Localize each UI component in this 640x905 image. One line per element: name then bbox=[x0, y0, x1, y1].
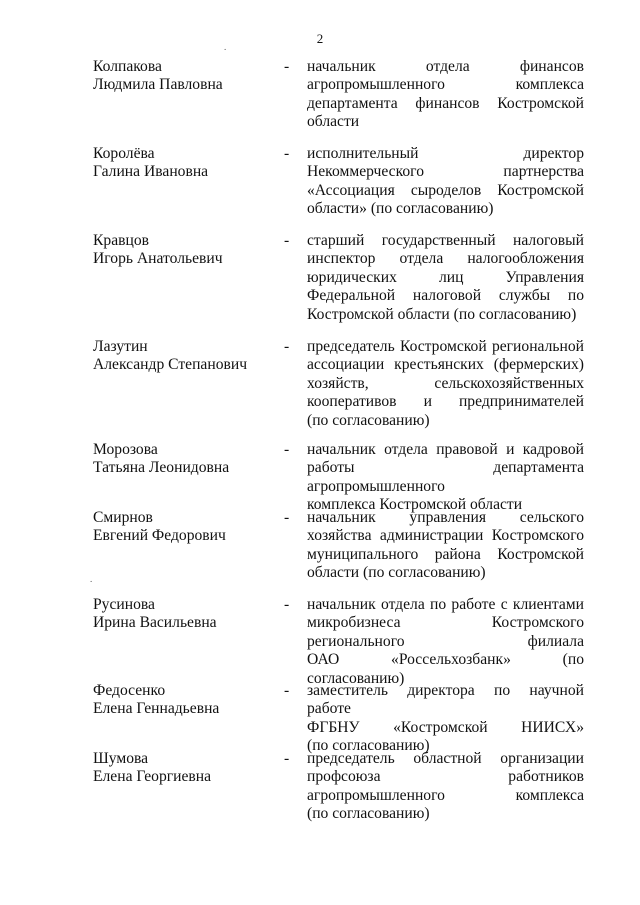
position-line: агропромышленного комплекса bbox=[307, 786, 584, 804]
member-position bbox=[307, 596, 584, 688]
scan-speck: . bbox=[224, 42, 227, 52]
member-position bbox=[307, 682, 584, 756]
separator-dash: - bbox=[284, 232, 290, 249]
position-line: председатель Костромской региональной bbox=[307, 338, 584, 355]
member-given-names: Евгений Федорович bbox=[93, 527, 226, 545]
member-surname: Колпакова bbox=[93, 58, 162, 75]
member-given-names: Людмила Павловна bbox=[93, 76, 223, 94]
member-surname: Шумова bbox=[93, 750, 149, 767]
position-line: области bbox=[307, 113, 360, 131]
separator-dash: - bbox=[284, 509, 290, 526]
member-surname: Русинова bbox=[93, 596, 155, 613]
position-line: области (по согласованию) bbox=[307, 564, 486, 582]
position-line: начальник отдела правовой и кадровой bbox=[307, 441, 584, 458]
member-surname: Королёва bbox=[93, 145, 155, 162]
separator-dash: - bbox=[284, 596, 290, 613]
separator-dash: - bbox=[284, 441, 290, 458]
position-line: профсоюза работников bbox=[307, 768, 584, 786]
member-given-names: Игорь Анатольевич bbox=[93, 250, 223, 268]
member-position bbox=[307, 750, 584, 824]
member-surname: Кравцов bbox=[93, 232, 149, 249]
position-line: юридических лиц Управления bbox=[307, 268, 584, 286]
member-name bbox=[93, 338, 278, 375]
separator-dash: - bbox=[284, 682, 290, 699]
member-surname: Смирнов bbox=[93, 509, 153, 526]
position-line: области» (по согласованию) bbox=[307, 200, 494, 218]
member-given-names: Галина Ивановна bbox=[93, 163, 209, 181]
position-line: (по согласованию) bbox=[307, 737, 430, 755]
separator-dash: - bbox=[284, 338, 290, 355]
position-line: хозяйств, сельскохозяйственных bbox=[307, 374, 584, 392]
page-number: 2 bbox=[316, 31, 324, 46]
position-line: кооперативов и предпринимателей bbox=[307, 393, 584, 411]
position-line: ассоциации крестьянских (фермерских) bbox=[307, 356, 584, 374]
position-line: заместитель директора по научной работе bbox=[307, 682, 584, 718]
position-line: (по согласованию) bbox=[307, 411, 430, 429]
separator-dash: - bbox=[284, 58, 290, 75]
member-surname: Морозова bbox=[93, 441, 158, 458]
position-line: ФГБНУ «Костромской НИИСХ» bbox=[307, 718, 584, 736]
member-name bbox=[93, 441, 278, 478]
member-name bbox=[93, 232, 278, 269]
position-line: Некоммерческого партнерства bbox=[307, 163, 584, 181]
member-name bbox=[93, 145, 278, 182]
member-position bbox=[307, 509, 584, 583]
member-given-names: Татьяна Леонидовна bbox=[93, 459, 230, 477]
member-surname: Федосенко bbox=[93, 682, 166, 699]
member-position bbox=[307, 145, 584, 219]
member-given-names: Елена Геннадьевна bbox=[93, 700, 220, 718]
member-given-names: Ирина Васильевна bbox=[93, 614, 217, 632]
position-line: муниципального района Костромской bbox=[307, 545, 584, 563]
position-line: (по согласованию) bbox=[307, 805, 430, 823]
position-line: ОАО «Россельхозбанк» (по согласованию) bbox=[307, 651, 584, 687]
member-position bbox=[307, 338, 584, 430]
member-name bbox=[93, 58, 278, 95]
separator-dash: - bbox=[284, 750, 290, 767]
member-name bbox=[93, 750, 278, 787]
member-given-names: Александр Степанович bbox=[93, 356, 248, 374]
position-line: начальник отдела финансов bbox=[307, 58, 584, 75]
scan-speck: . bbox=[90, 574, 93, 584]
position-line: департамента финансов Костромской bbox=[307, 94, 584, 112]
member-surname: Лазутин bbox=[93, 338, 148, 355]
position-line: работы департамента агропромышленного bbox=[307, 459, 584, 495]
position-line: инспектор отдела налогообложения bbox=[307, 250, 584, 268]
position-line: «Ассоциация сыроделов Костромской bbox=[307, 181, 584, 199]
position-line: микробизнеса Костромского bbox=[307, 614, 584, 632]
position-line: начальник отдела по работе с клиентами bbox=[307, 596, 584, 613]
member-position bbox=[307, 441, 584, 515]
member-name bbox=[93, 596, 278, 633]
separator-dash: - bbox=[284, 145, 290, 162]
position-line: хозяйства администрации Костромского bbox=[307, 527, 584, 545]
position-line: председатель областной организации bbox=[307, 750, 584, 767]
position-line: агропромышленного комплекса bbox=[307, 76, 584, 94]
position-line: старший государственный налоговый bbox=[307, 232, 584, 249]
position-line: комплекса Костромской области bbox=[307, 496, 523, 514]
member-position bbox=[307, 58, 584, 132]
position-line: Костромской области (по согласованию) bbox=[307, 305, 577, 323]
position-line: Федеральной налоговой службы по bbox=[307, 287, 584, 305]
member-position bbox=[307, 232, 584, 324]
position-line: регионального филиала bbox=[307, 632, 584, 650]
member-name bbox=[93, 509, 278, 546]
member-name bbox=[93, 682, 278, 719]
position-line: начальник управления сельского bbox=[307, 509, 584, 526]
member-given-names: Елена Георгиевна bbox=[93, 768, 212, 786]
position-line: исполнительный директор bbox=[307, 145, 584, 162]
